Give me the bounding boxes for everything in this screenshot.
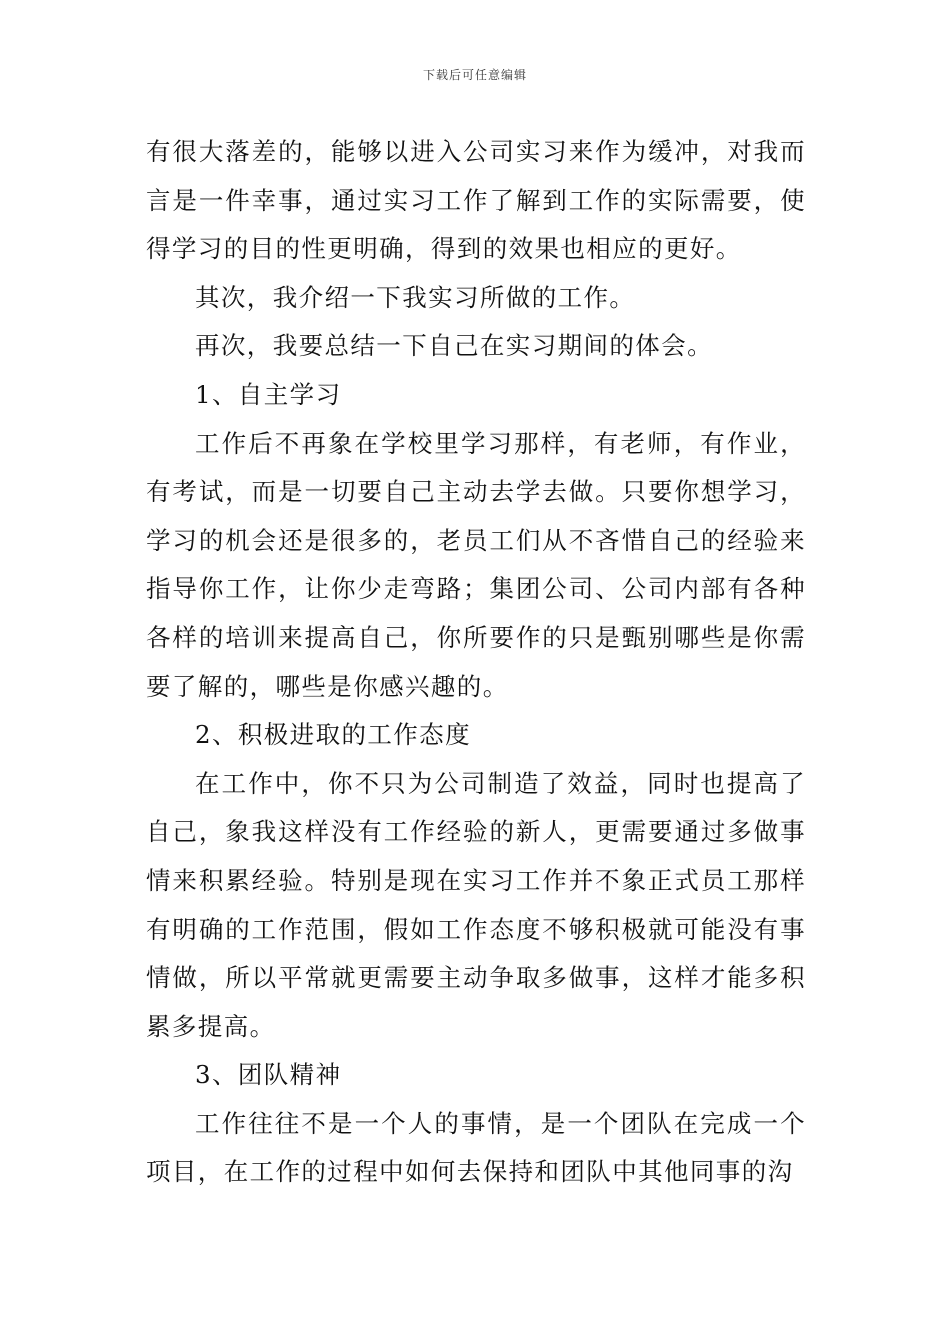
section-heading-self-study: 1、自主学习	[195, 379, 342, 409]
document-body	[146, 128, 806, 1197]
paragraph-summary-intro: 再次，我要总结一下自己在实习期间的体会。	[195, 331, 713, 361]
paragraph-teamwork: 工作往往不是一个人的事情，是一个团队在完成一个项目，在工作的过程中如何去保持和团队中其他同事的沟	[146, 1108, 806, 1187]
section-heading-teamwork: 3、团队精神	[195, 1060, 342, 1090]
paragraph-attitude: 在工作中，你不只为公司制造了效益，同时也提高了自己，象我这样没有工作经验的新人，更需要通过多做事情来积累经验。特别是现在实习工作并不象正式员工那样有明确的工作范围，假如工作态度不够积极就可能没有事情做，所以平常就更需要主动争取多做事，这样才能多积累多提高。	[146, 768, 806, 1041]
header-note: 下载后可任意编辑	[422, 68, 527, 82]
paragraph-self-study: 工作后不再象在学校里学习那样，有老师，有作业，有考试，而是一切要自己主动去学去做。只要你想学习，学习的机会还是很多的，老员工们从不吝惜自己的经验来指导你工作，让你少走弯路；集团公司、公司内部有各种各样的培训来提高自己，你所要作的只是甄别哪些是你需要了解的，哪些是你感兴趣的。	[146, 428, 806, 701]
paragraph-intro-work: 其次，我介绍一下我实习所做的工作。	[195, 282, 636, 312]
section-heading-attitude: 2、积极进取的工作态度	[195, 720, 471, 750]
paragraph-continuation: 有很大落差的，能够以进入公司实习来作为缓冲，对我而言是一件幸事，通过实习工作了解到工作的实际需要，使得学习的目的性更明确，得到的效果也相应的更好。	[146, 137, 806, 264]
